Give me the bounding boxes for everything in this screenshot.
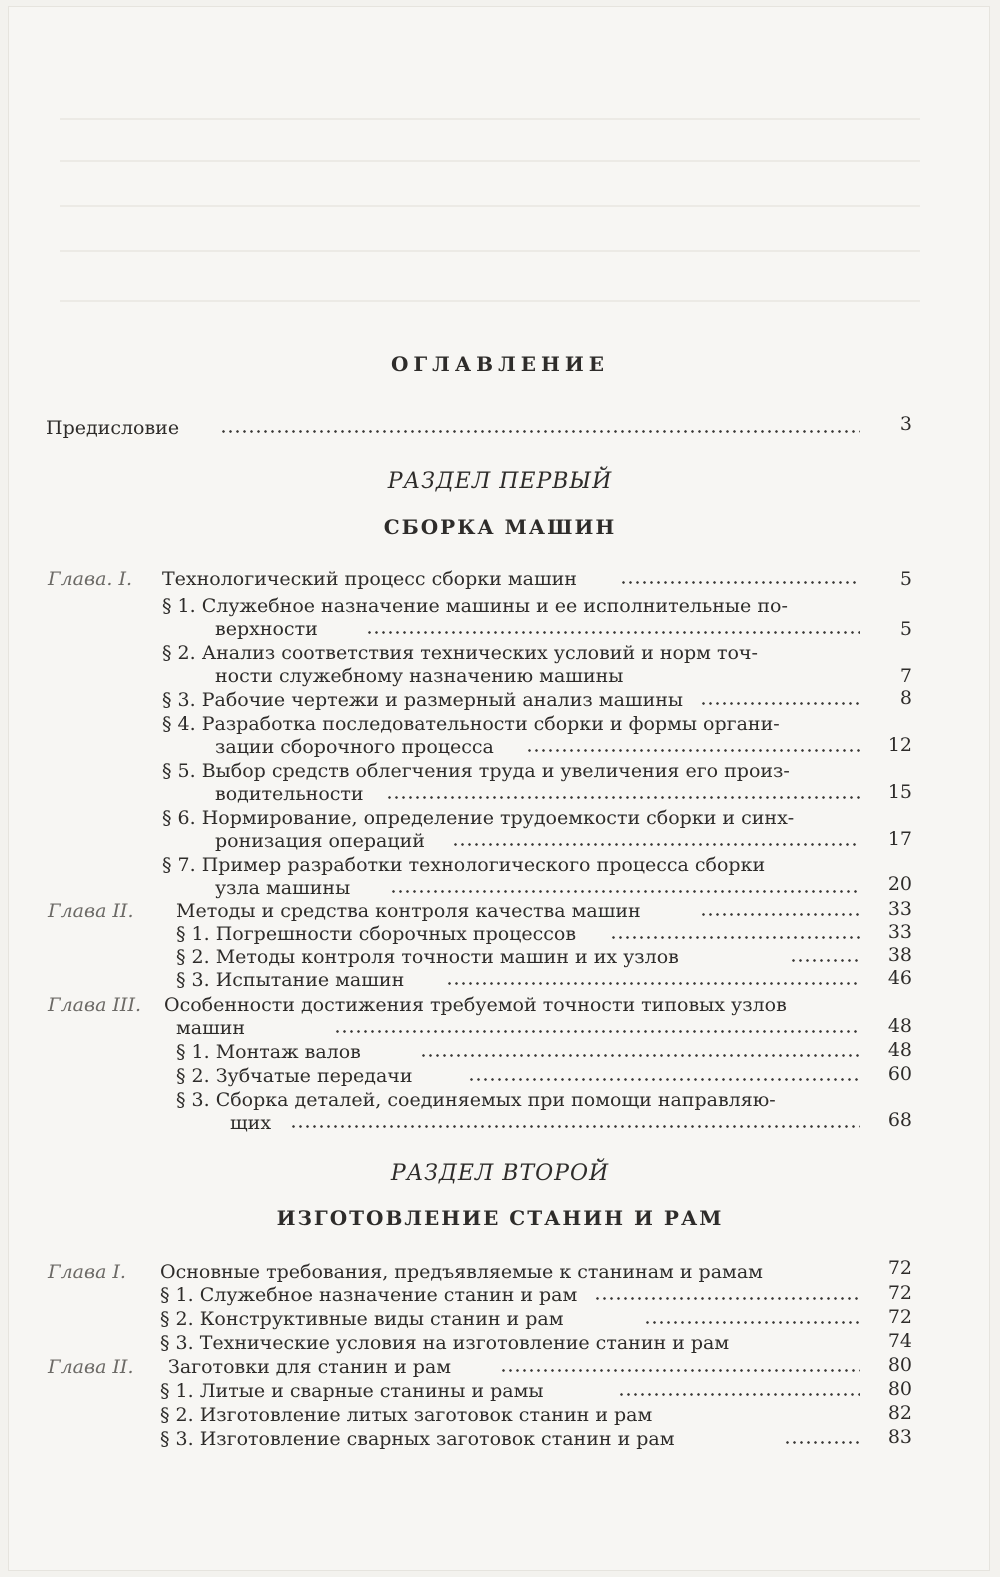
paragraph-entry-cont: ности служебному назначению машины (215, 665, 624, 687)
paragraph-entry: § 2. Анализ соответствия технических условий и норм точ- (162, 642, 758, 664)
page-number: 60 (887, 1063, 912, 1085)
page-number: 17 (887, 828, 912, 850)
show-through (60, 300, 920, 302)
page-number: 82 (887, 1402, 912, 1424)
page-number: 7 (899, 665, 912, 687)
preface-label: Предисловие (46, 417, 180, 439)
page-number: 5 (899, 568, 912, 590)
leader-dots (644, 1321, 860, 1324)
paragraph-entry: § 3. Рабочие чертежи и размерный анализ машины (162, 689, 684, 711)
paragraph-entry: § 1. Литые и сварные станины и рамы (160, 1380, 544, 1402)
leader-dots (420, 1054, 860, 1057)
page-number: 12 (887, 734, 912, 756)
leader-dots (790, 959, 860, 962)
page-number: 38 (887, 944, 912, 966)
paragraph-entry-cont: зации сборочного процесса (215, 736, 494, 758)
leader-dots (500, 1369, 860, 1372)
page-number: 48 (887, 1039, 912, 1061)
paragraph-entry: § 1. Погрешности сборочных процессов (176, 923, 577, 945)
paragraph-entry: § 1. Служебное назначение станин и рам (160, 1284, 578, 1306)
leader-dots (386, 796, 860, 799)
chapter-label: Глава. I. (48, 568, 133, 590)
leader-dots (610, 936, 860, 939)
chapter-label: Глава I. (48, 1261, 126, 1283)
paragraph-entry: § 7. Пример разработки технологического процесса сборки (162, 854, 766, 876)
leader-dots (446, 982, 860, 985)
chapter-label: Глава II. (48, 1356, 134, 1378)
page-number: 72 (887, 1282, 912, 1304)
paragraph-entry: § 2. Зубчатые передачи (176, 1065, 413, 1087)
chapter-title: Методы и средства контроля качества машин (176, 900, 641, 922)
page-number: 3 (899, 413, 912, 435)
paragraph-entry: § 2. Изготовление литых заготовок станин и рам (160, 1404, 653, 1426)
paragraph-entry-cont: щих (230, 1112, 272, 1134)
paragraph-entry: § 3. Изготовление сварных заготовок станин и рам (160, 1428, 675, 1450)
paragraph-entry: § 2. Конструктивные виды станин и рам (160, 1308, 564, 1330)
page-number: 33 (887, 921, 912, 943)
chapter-label: Глава II. (48, 900, 134, 922)
leader-dots (390, 890, 860, 893)
page-number: 33 (887, 898, 912, 920)
leader-dots (334, 1030, 860, 1033)
leader-dots (290, 1125, 860, 1128)
show-through (60, 205, 920, 207)
paragraph-entry-cont: верхности (215, 618, 318, 640)
paragraph-entry-cont: водительности (215, 783, 364, 805)
paragraph-entry: § 1. Монтаж валов (176, 1041, 361, 1063)
section-label: РАЗДЕЛ ПЕРВЫЙ (387, 469, 613, 494)
section-label: РАЗДЕЛ ВТОРОЙ (390, 1161, 610, 1186)
page-number: 72 (887, 1257, 912, 1279)
page-number: 48 (887, 1015, 912, 1037)
leader-dots (618, 1393, 860, 1396)
paragraph-entry: § 3. Технические условия на изготовление станин и рам (160, 1332, 730, 1354)
show-through (60, 118, 920, 120)
page-number: 80 (887, 1354, 912, 1376)
page-number: 74 (887, 1330, 912, 1352)
paragraph-entry: § 5. Выбор средств облегчения труда и увеличения его произ- (162, 760, 790, 782)
leader-dots (620, 581, 860, 584)
paragraph-entry: § 3. Испытание машин (176, 969, 405, 991)
show-through (60, 160, 920, 162)
leader-dots (220, 430, 860, 433)
paragraph-entry: § 1. Служебное назначение машины и ее исполнительные по- (162, 595, 788, 617)
page-number: 83 (887, 1426, 912, 1448)
page-number: 68 (887, 1109, 912, 1131)
leader-dots (526, 749, 860, 752)
chapter-title: Особенности достижения требуемой точности типовых узлов (164, 994, 787, 1016)
page-number: 15 (887, 781, 912, 803)
show-through (60, 250, 920, 252)
section-title: СБОРКА МАШИН (383, 515, 617, 539)
page-number: 5 (899, 618, 912, 640)
chapter-title: Основные требования, предъявляемые к станинам и рамам (160, 1261, 763, 1283)
page-number: 20 (887, 873, 912, 895)
page-number: 80 (887, 1378, 912, 1400)
page-number: 72 (887, 1306, 912, 1328)
section-title: ИЗГОТОВЛЕНИЕ СТАНИН И РАМ (276, 1206, 724, 1230)
page-number: 46 (887, 967, 912, 989)
paragraph-entry-cont: узла машины (215, 877, 351, 899)
paragraph-entry: § 6. Нормирование, определение трудоемкости сборки и синх- (162, 807, 795, 829)
leader-dots (784, 1441, 860, 1444)
toc-title: ОГЛАВЛЕНИЕ (390, 352, 610, 376)
chapter-label: Глава III. (48, 994, 141, 1016)
paragraph-entry: § 4. Разработка последовательности сборки и формы органи- (162, 713, 780, 735)
leader-dots (452, 843, 860, 846)
leader-dots (468, 1078, 860, 1081)
chapter-title-cont: машин (176, 1017, 246, 1039)
paragraph-entry: § 2. Методы контроля точности машин и их узлов (176, 946, 679, 968)
leader-dots (594, 1297, 860, 1300)
leader-dots (700, 913, 860, 916)
chapter-title: Технологический процесс сборки машин (162, 568, 577, 590)
paragraph-entry-cont: ронизация операций (215, 830, 425, 852)
leader-dots (366, 631, 860, 634)
page-number: 8 (899, 687, 912, 709)
leader-dots (700, 702, 860, 705)
paragraph-entry: § 3. Сборка деталей, соединяемых при помощи направляю- (176, 1089, 776, 1111)
chapter-title: Заготовки для станин и рам (168, 1356, 452, 1378)
